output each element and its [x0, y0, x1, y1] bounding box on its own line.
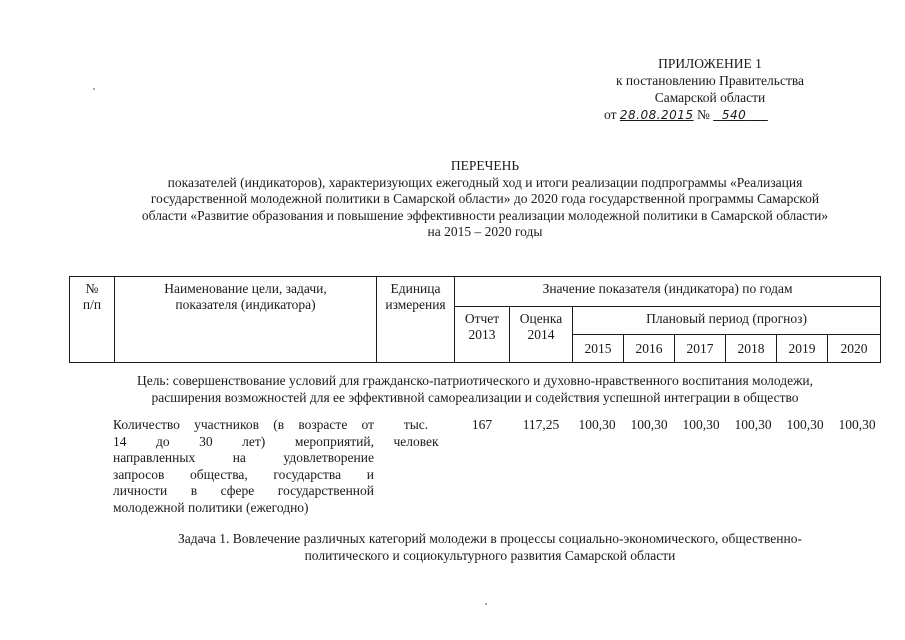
year-header: 2020 [828, 335, 881, 363]
goal-line-1: Цель: совершенствование условий для гражданско-патриотического и духовно-нравственного воспитания молодежи, [136, 373, 814, 388]
appendix-date-line [560, 106, 860, 124]
col-estimate-header: Оценка 2014 [510, 307, 573, 363]
scan-speck [485, 603, 487, 605]
from-label: от [604, 107, 617, 122]
appendix-title: ПРИЛОЖЕНИЕ 1 [658, 56, 762, 71]
col-name-header: Наименование цели, задачи, показателя (индикатора) [115, 277, 377, 363]
indicator-value-2018: 100,30 [734, 417, 772, 432]
title-line-3: области «Развитие образования и повышение эффективности реализации молодежной политики в Самарской области» [141, 207, 829, 223]
indicator-name: Количество участников (в возрасте от 14 до 30 лет) мероприятий, направленных на удовлетворение запросов общества, государства и личности в сфере государственной молодежной политики (ежегодно) [113, 417, 374, 515]
indicator-value-2017: 100,30 [682, 417, 720, 432]
year-header: 2015 [573, 335, 624, 363]
handwritten-date: 28.08.2015 [619, 108, 694, 122]
task-line-2: политического и социокультурного развития Самарской области [304, 548, 676, 563]
col-number-header: № п/п [70, 277, 115, 363]
title-line-2: государственной молодежной политики в Самарской области» до 2020 года государственной программы Самарской [150, 191, 820, 206]
document-title [80, 158, 890, 241]
col-report-header: Отчет 2013 [455, 307, 510, 363]
indicator-value-2019: 100,30 [786, 417, 824, 432]
indicator-value-2020: 100,30 [838, 417, 876, 432]
indicator-value-2015: 100,30 [578, 417, 616, 432]
goal-text [60, 373, 890, 406]
appendix-line-2: к постановлению Правительства [615, 73, 805, 88]
task-line-1: Задача 1. Вовлечение различных категорий молодежи в процессы социально-экономического, общественно- [177, 531, 802, 546]
indicator-value-2013: 167 [471, 417, 493, 432]
indicator-value-2016: 100,30 [630, 417, 668, 432]
year-header: 2018 [726, 335, 777, 363]
appendix-header [560, 55, 860, 124]
appendix-line-3: Самарской области [654, 90, 766, 105]
indicators-table-header [69, 276, 881, 363]
plan-period-header: Плановый период (прогноз) [573, 307, 881, 335]
col-unit-header: Единица измерения [377, 277, 455, 363]
goal-line-2: расширения возможностей для ее эффективной самореализации и содействия успешной интеграции в общество [151, 389, 799, 405]
scan-speck [93, 88, 95, 90]
title-line-4: на 2015 – 2020 годы [427, 224, 543, 239]
indicator-value-2014: 117,25 [522, 417, 560, 432]
task-text [90, 530, 890, 564]
number-label: № [696, 107, 710, 122]
year-header: 2017 [675, 335, 726, 363]
title-heading: ПЕРЕЧЕНЬ [450, 158, 520, 173]
title-line-1: показателей (индикаторов), характеризующих ежегодный ход и итоги реализации подпрограммы «Реализация [167, 174, 803, 190]
values-header: Значение показателя (индикатора) по годам [455, 277, 881, 307]
year-header: 2019 [777, 335, 828, 363]
indicator-unit: тыс. человек [393, 417, 439, 449]
year-header: 2016 [624, 335, 675, 363]
handwritten-number: 540 [721, 108, 747, 122]
